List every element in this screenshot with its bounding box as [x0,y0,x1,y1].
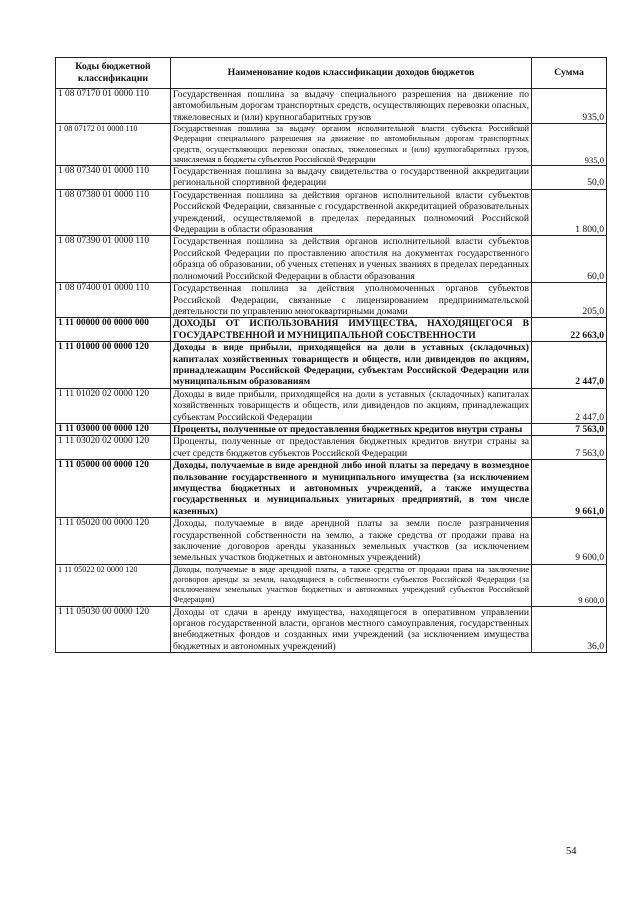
classification-code: 1 11 01020 02 0000 120 [56,388,171,423]
revenue-name: ДОХОДЫ ОТ ИСПОЛЬЗОВАНИЯ ИМУЩЕСТВА, НАХОДЯЩЕГОСЯ В ГОСУДАРСТВЕННОЙ И МУНИЦИПАЛЬНОЙ СОБСТВЕННОСТИ [171,318,532,342]
table-row [56,460,607,518]
revenue-name: Проценты, полученные от предоставления бюджетных кредитов внутри страны [171,423,532,435]
revenue-name: Доходы от сдачи в аренду имущества, находящегося в оперативном управлении органов государственной власти, органов местного самоуправления, государственных внебюджетных фондов и созданных ими учреждений (за исключением имущества бюджетных и автономных учреждений) [171,606,532,653]
revenue-name: Доходы, получаемые в виде арендной либо иной платы за передачу в возмездное пользование государственного и муниципального имущества (за исключением имущества бюджетных и автономных учреждений, а также имущества государственных и муниципальных унитарных предприятий, в том числе казенных) [171,460,532,518]
amount: 7 563,0 [532,436,607,460]
table-header-row [56,58,607,89]
table-row [56,124,607,166]
table-row [56,564,607,606]
amount: 935,0 [532,124,607,166]
amount: 9 600,0 [532,564,607,606]
classification-code: 1 11 01000 00 0000 120 [56,342,171,389]
table-row [56,236,607,283]
revenue-name: Доходы, получаемые в виде арендной платы, а также средства от продажи права на заключение договоров аренды за земли, находящиеся в собственности субъектов Российской Федерации (за исключением земельных участков бюджетных и автономных учреждений субъектов Российской Федерации) [171,564,532,606]
column-header-sum: Сумма [532,58,607,89]
amount: 935,0 [532,89,607,124]
revenue-name: Государственная пошлина за выдачу свидетельства о государственной аккредитации региональной спортивной федерации [171,166,532,190]
table-row [56,342,607,389]
table-row [56,318,607,342]
amount: 205,0 [532,283,607,318]
amount: 7 563,0 [532,423,607,435]
amount: 9 600,0 [532,518,607,565]
classification-code: 1 08 07400 01 0000 110 [56,283,171,318]
page-number: 54 [566,846,577,857]
table-row [56,423,607,435]
revenue-name: Государственная пошлина за действия уполномоченных органов субъектов Российской Федерации, связанные с лицензированием предпринимательской деятельности по управлению многоквартирными домами [171,283,532,318]
table-body [56,89,607,653]
classification-code: 1 11 03000 00 0000 120 [56,423,171,435]
amount: 2 447,0 [532,388,607,423]
table-row [56,388,607,423]
table-row [56,518,607,565]
revenue-name: Государственная пошлина за выдачу органом исполнительной власти субъекта Российской Федерации специального разрешения на движение по автомобильным дорогам транспортных средств, осуществляющих перевозки опасных, тяжеловесных и (или) крупногабаритных грузов, зачисляемая в бюджеты субъектов Российской Федерации [171,124,532,166]
revenue-name: Проценты, полученные от предоставления бюджетных кредитов внутри страны за счет средств бюджетов субъектов Российской Федерации [171,436,532,460]
revenue-name: Доходы в виде прибыли, приходящейся на доли в уставных (складочных) капиталах хозяйственных товариществ и обществ, или дивидендов по акциям, принадлежащих субъектам Российской Федерации [171,388,532,423]
amount: 22 663,0 [532,318,607,342]
table-row [56,436,607,460]
table-row [56,189,607,236]
column-header-name: Наименование кодов классификации доходов бюджетов [171,58,532,89]
classification-code: 1 08 07340 01 0000 110 [56,166,171,190]
revenue-name: Доходы, получаемые в виде арендной платы за земли после разграничения государственной собственности на землю, а также средства от продажи права на заключение договоров аренды указанных земельных участков (за исключением земельных участков бюджетных и автономных учреждений) [171,518,532,565]
revenue-name: Государственная пошлина за действия органов исполнительной власти субъектов Российской Федерации, связанные с государственной аккредитацией образовательных учреждений, осуществляемой в пределах переданных полномочий Российской Федерации в области образования [171,189,532,236]
column-header-code: Коды бюджетной классификации [56,58,171,89]
amount: 50,0 [532,166,607,190]
classification-code: 1 11 00000 00 0000 000 [56,318,171,342]
classification-code: 1 08 07380 01 0000 110 [56,189,171,236]
table-row [56,283,607,318]
revenue-name: Доходы в виде прибыли, приходящейся на доли в уставных (складочных) капиталах хозяйственных товариществ и обществ, или дивидендов по акциям, принадлежащим Российской Федерации, субъектам Российской Федерации или муниципальным образованиям [171,342,532,389]
amount: 60,0 [532,236,607,283]
table-row [56,89,607,124]
revenue-name: Государственная пошлина за действия органов исполнительной власти субъектов Российской Федерации по проставлению апостиля на документах государственного образца об образовании, об ученых степенях и ученых званиях в пределах переданных полномочий Российской Федерации в области образования [171,236,532,283]
amount: 1 800,0 [532,189,607,236]
classification-code: 1 11 03020 02 0000 120 [56,436,171,460]
classification-code: 1 08 07390 01 0000 110 [56,236,171,283]
classification-code: 1 11 05030 00 0000 120 [56,606,171,653]
table-row [56,166,607,190]
budget-revenue-table [55,57,607,653]
classification-code: 1 11 05020 00 0000 120 [56,518,171,565]
amount: 36,0 [532,606,607,653]
amount: 9 661,0 [532,460,607,518]
classification-code: 1 11 05000 00 0000 120 [56,460,171,518]
revenue-name: Государственная пошлина за выдачу специального разрешения на движение по автомобильным дорогам транспортных средств, осуществляющих перевозки опасных, тяжеловесных и (или) крупногабаритных грузов [171,89,532,124]
classification-code: 1 08 07172 01 0000 110 [56,124,171,166]
classification-code: 1 11 05022 02 0000 120 [56,564,171,606]
table-row [56,606,607,653]
classification-code: 1 08 07170 01 0000 110 [56,89,171,124]
amount: 2 447,0 [532,342,607,389]
